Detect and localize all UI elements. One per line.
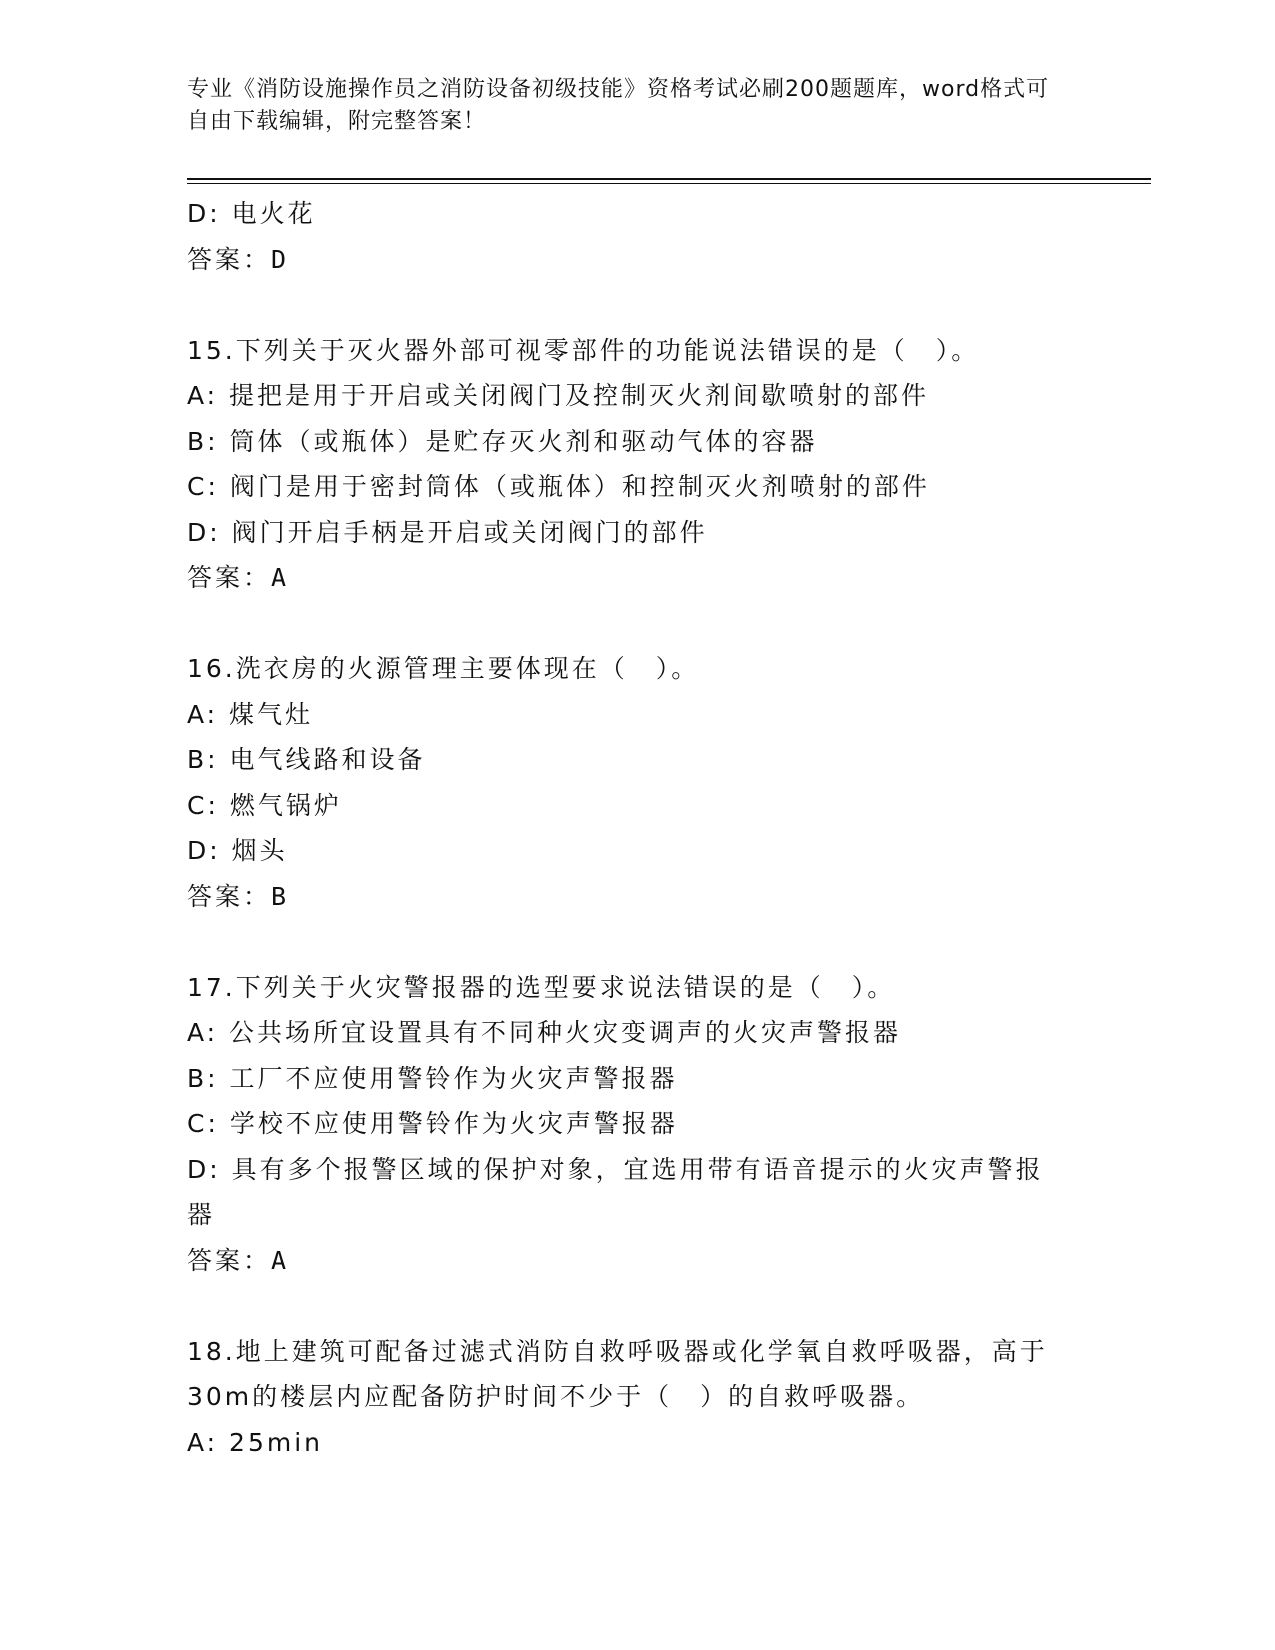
q16-option-c: C: 燃气锅炉: [187, 790, 342, 820]
spacer: [187, 601, 1067, 647]
q17-option-b: B: 工厂不应使用警铃作为火灾声警报器: [187, 1063, 678, 1093]
spacer: [187, 1283, 1067, 1329]
q17-option-c: C: 学校不应使用警铃作为火灾声警报器: [187, 1109, 678, 1138]
q18-option-a: A: 25min: [187, 1427, 323, 1457]
q16-option-d: D: 烟头: [187, 836, 288, 865]
q17-answer: [187, 1238, 1067, 1284]
q17-option-d: D: 具有多个报警区域的保护对象，宜选用带有语音提示的火灾声警报器: [187, 1154, 1044, 1229]
q15-option-b: B: 筒体（或瓶体）是贮存灭火剂和驱动气体的容器: [187, 426, 818, 456]
q15-option-c: C: 阀门是用于密封筒体（或瓶体）和控制灭火剂喷射的部件: [187, 472, 930, 501]
prev-answer: [187, 237, 1067, 283]
q17-option-a: A: 公共场所宜设置具有不同种火灾变调声的火灾声警报器: [187, 1018, 902, 1047]
prev-option-d: D: 电火花: [187, 199, 316, 228]
spacer: [187, 282, 1067, 328]
q15-option-d: D: 阀门开启手柄是开启或关闭阀门的部件: [187, 517, 708, 547]
answer-label: 答案：: [187, 563, 272, 592]
header-rule-thin: [187, 183, 1151, 184]
page-header-text: 专业《消防设施操作员之消防设备初级技能》资格考试必刷200题题库，word格式可自由下载编辑，附完整答案！: [187, 77, 1050, 134]
answer-label: 答案：: [187, 1245, 272, 1275]
question-18: 18.地上建筑可配备过滤式消防自救呼吸器或化学氧自救呼吸器，高于30m的楼层内应配备防护时间不少于（ ）的自救呼吸器。: [187, 1336, 1048, 1411]
answer-value: D: [271, 244, 290, 274]
q16-option-a: A: 煤气灶: [187, 699, 314, 729]
answer-value: A: [271, 563, 290, 592]
question-17: 17.下列关于火灾警报器的选型要求说法错误的是（ ）。: [187, 972, 896, 1002]
answer-value: A: [271, 1245, 290, 1275]
answer-label: 答案：: [187, 244, 272, 274]
q16-option-b: B: 电气线路和设备: [187, 745, 426, 774]
spacer: [187, 919, 1067, 965]
question-15: 15.下列关于灭火器外部可视零部件的功能说法错误的是（ ）。: [187, 335, 980, 365]
q15-answer: [187, 555, 1067, 601]
answer-value: B: [271, 881, 290, 911]
header-rule-thick: [187, 178, 1151, 180]
q15-option-a: A: 提把是用于开启或关闭阀门及控制灭火剂间歇喷射的部件: [187, 381, 930, 410]
q16-answer: [187, 874, 1067, 920]
question-16: 16.洗衣房的火源管理主要体现在（ ）。: [187, 654, 700, 683]
document-body: [187, 191, 1067, 1465]
answer-label: 答案：: [187, 881, 272, 911]
